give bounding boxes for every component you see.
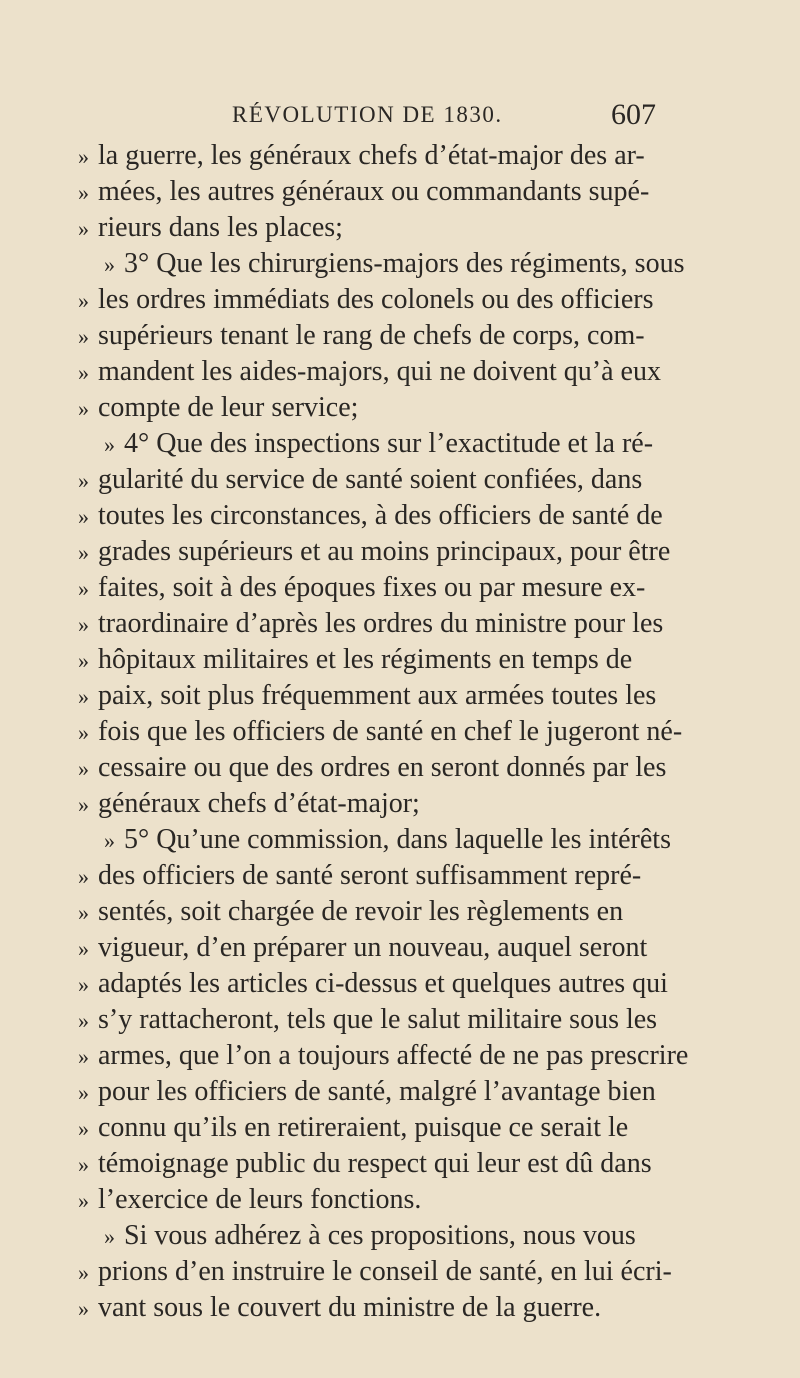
quote-mark: » <box>78 1260 89 1285</box>
quote-mark: » <box>78 936 89 961</box>
line-text: 3° Que les chirurgiens-majors des régiments, sous <box>124 248 685 279</box>
line-text: hôpitaux militaires et les régiments en temps de <box>98 644 633 675</box>
line-text: cessaire ou que des ordres en seront donnés par les <box>98 752 667 783</box>
line-text: prions d’en instruire le conseil de santé, en lui écri- <box>98 1256 672 1287</box>
quote-mark: » <box>104 828 115 853</box>
quote-mark: » <box>78 756 89 781</box>
text-line <box>78 534 698 570</box>
body-text <box>78 138 698 1326</box>
running-title: RÉVOLUTION DE 1830. <box>232 102 503 127</box>
line-text: l’exercice de leurs fonctions. <box>98 1184 422 1215</box>
line-text: sentés, soit chargée de revoir les règlements en <box>98 896 624 927</box>
text-line <box>78 246 698 282</box>
text-line <box>78 1290 698 1326</box>
quote-mark: » <box>78 1044 89 1069</box>
quote-mark: » <box>78 360 89 385</box>
text-line <box>78 678 698 714</box>
line-text: pour les officiers de santé, malgré l’avantage bien <box>98 1076 656 1107</box>
quote-mark: » <box>78 540 89 565</box>
text-line <box>78 1218 698 1254</box>
line-text: adaptés les articles ci-dessus et quelques autres qui <box>98 968 668 999</box>
text-line <box>78 138 698 174</box>
text-line <box>78 786 698 822</box>
line-text: rieurs dans les places; <box>98 212 343 243</box>
line-text: traordinaire d’après les ordres du ministre pour les <box>98 608 664 639</box>
text-line <box>78 462 698 498</box>
text-line <box>78 1254 698 1290</box>
line-text: paix, soit plus fréquemment aux armées toutes les <box>98 680 657 711</box>
text-line <box>78 1038 698 1074</box>
quote-mark: » <box>78 1116 89 1141</box>
line-text: connu qu’ils en retireraient, puisque ce serait le <box>98 1112 629 1143</box>
text-line <box>78 426 698 462</box>
quote-mark: » <box>78 1080 89 1105</box>
quote-mark: » <box>78 1152 89 1177</box>
quote-mark: » <box>78 468 89 493</box>
text-line <box>78 714 698 750</box>
quote-mark: » <box>78 972 89 997</box>
text-line <box>78 1182 698 1218</box>
quote-mark: » <box>78 144 89 169</box>
text-line <box>78 210 698 246</box>
text-line <box>78 894 698 930</box>
text-line <box>78 318 698 354</box>
text-line <box>78 642 698 678</box>
text-line <box>78 498 698 534</box>
line-text: vant sous le couvert du ministre de la guerre. <box>98 1292 602 1323</box>
line-text: Si vous adhérez à ces propositions, nous vous <box>124 1220 636 1251</box>
line-text: la guerre, les généraux chefs d’état-major des ar- <box>98 140 645 171</box>
line-text: des officiers de santé seront suffisamment repré- <box>98 860 642 891</box>
line-text: compte de leur service; <box>98 392 359 423</box>
running-header <box>0 98 800 138</box>
quote-mark: » <box>78 684 89 709</box>
line-text: témoignage public du respect qui leur est dû dans <box>98 1148 652 1179</box>
line-text: fois que les officiers de santé en chef le jugeront né- <box>98 716 683 747</box>
quote-mark: » <box>78 504 89 529</box>
quote-mark: » <box>78 720 89 745</box>
quote-mark: » <box>78 180 89 205</box>
quote-mark: » <box>78 216 89 241</box>
text-line <box>78 1110 698 1146</box>
text-line <box>78 282 698 318</box>
quote-mark: » <box>78 612 89 637</box>
quote-mark: » <box>78 900 89 925</box>
quote-mark: » <box>78 1296 89 1321</box>
text-line <box>78 606 698 642</box>
line-text: généraux chefs d’état-major; <box>98 788 420 819</box>
line-text: s’y rattacheront, tels que le salut militaire sous les <box>98 1004 658 1035</box>
text-line <box>78 1002 698 1038</box>
quote-mark: » <box>104 1224 115 1249</box>
text-line <box>78 930 698 966</box>
text-line <box>78 390 698 426</box>
text-line <box>78 750 698 786</box>
quote-mark: » <box>104 432 115 457</box>
line-text: vigueur, d’en préparer un nouveau, auquel seront <box>98 932 648 963</box>
text-line <box>78 822 698 858</box>
quote-mark: » <box>78 1188 89 1213</box>
text-line <box>78 1074 698 1110</box>
line-text: armes, que l’on a toujours affecté de ne pas prescrire <box>98 1040 689 1071</box>
line-text: grades supérieurs et au moins principaux, pour être <box>98 536 671 567</box>
line-text: gularité du service de santé soient confiées, dans <box>98 464 643 495</box>
quote-mark: » <box>78 288 89 313</box>
quote-mark: » <box>78 1008 89 1033</box>
line-text: supérieurs tenant le rang de chefs de corps, com- <box>98 320 645 351</box>
quote-mark: » <box>78 864 89 889</box>
quote-mark: » <box>78 576 89 601</box>
line-text: faites, soit à des époques fixes ou par mesure ex- <box>98 572 646 603</box>
quote-mark: » <box>78 648 89 673</box>
text-line <box>78 966 698 1002</box>
line-text: 5° Qu’une commission, dans laquelle les intérêts <box>124 824 671 855</box>
quote-mark: » <box>78 792 89 817</box>
text-line <box>78 354 698 390</box>
line-text: mandent les aides-majors, qui ne doivent qu’à eux <box>98 356 661 387</box>
text-line <box>78 1146 698 1182</box>
text-line <box>78 570 698 606</box>
line-text: toutes les circonstances, à des officiers de santé de <box>98 500 663 531</box>
line-text: les ordres immédiats des colonels ou des officiers <box>98 284 654 315</box>
text-line <box>78 858 698 894</box>
quote-mark: » <box>78 324 89 349</box>
quote-mark: » <box>78 396 89 421</box>
page-number: 607 <box>611 98 656 131</box>
line-text: 4° Que des inspections sur l’exactitude et la ré- <box>124 428 654 459</box>
quote-mark: » <box>104 252 115 277</box>
line-text: mées, les autres généraux ou commandants supé- <box>98 176 650 207</box>
text-line <box>78 174 698 210</box>
